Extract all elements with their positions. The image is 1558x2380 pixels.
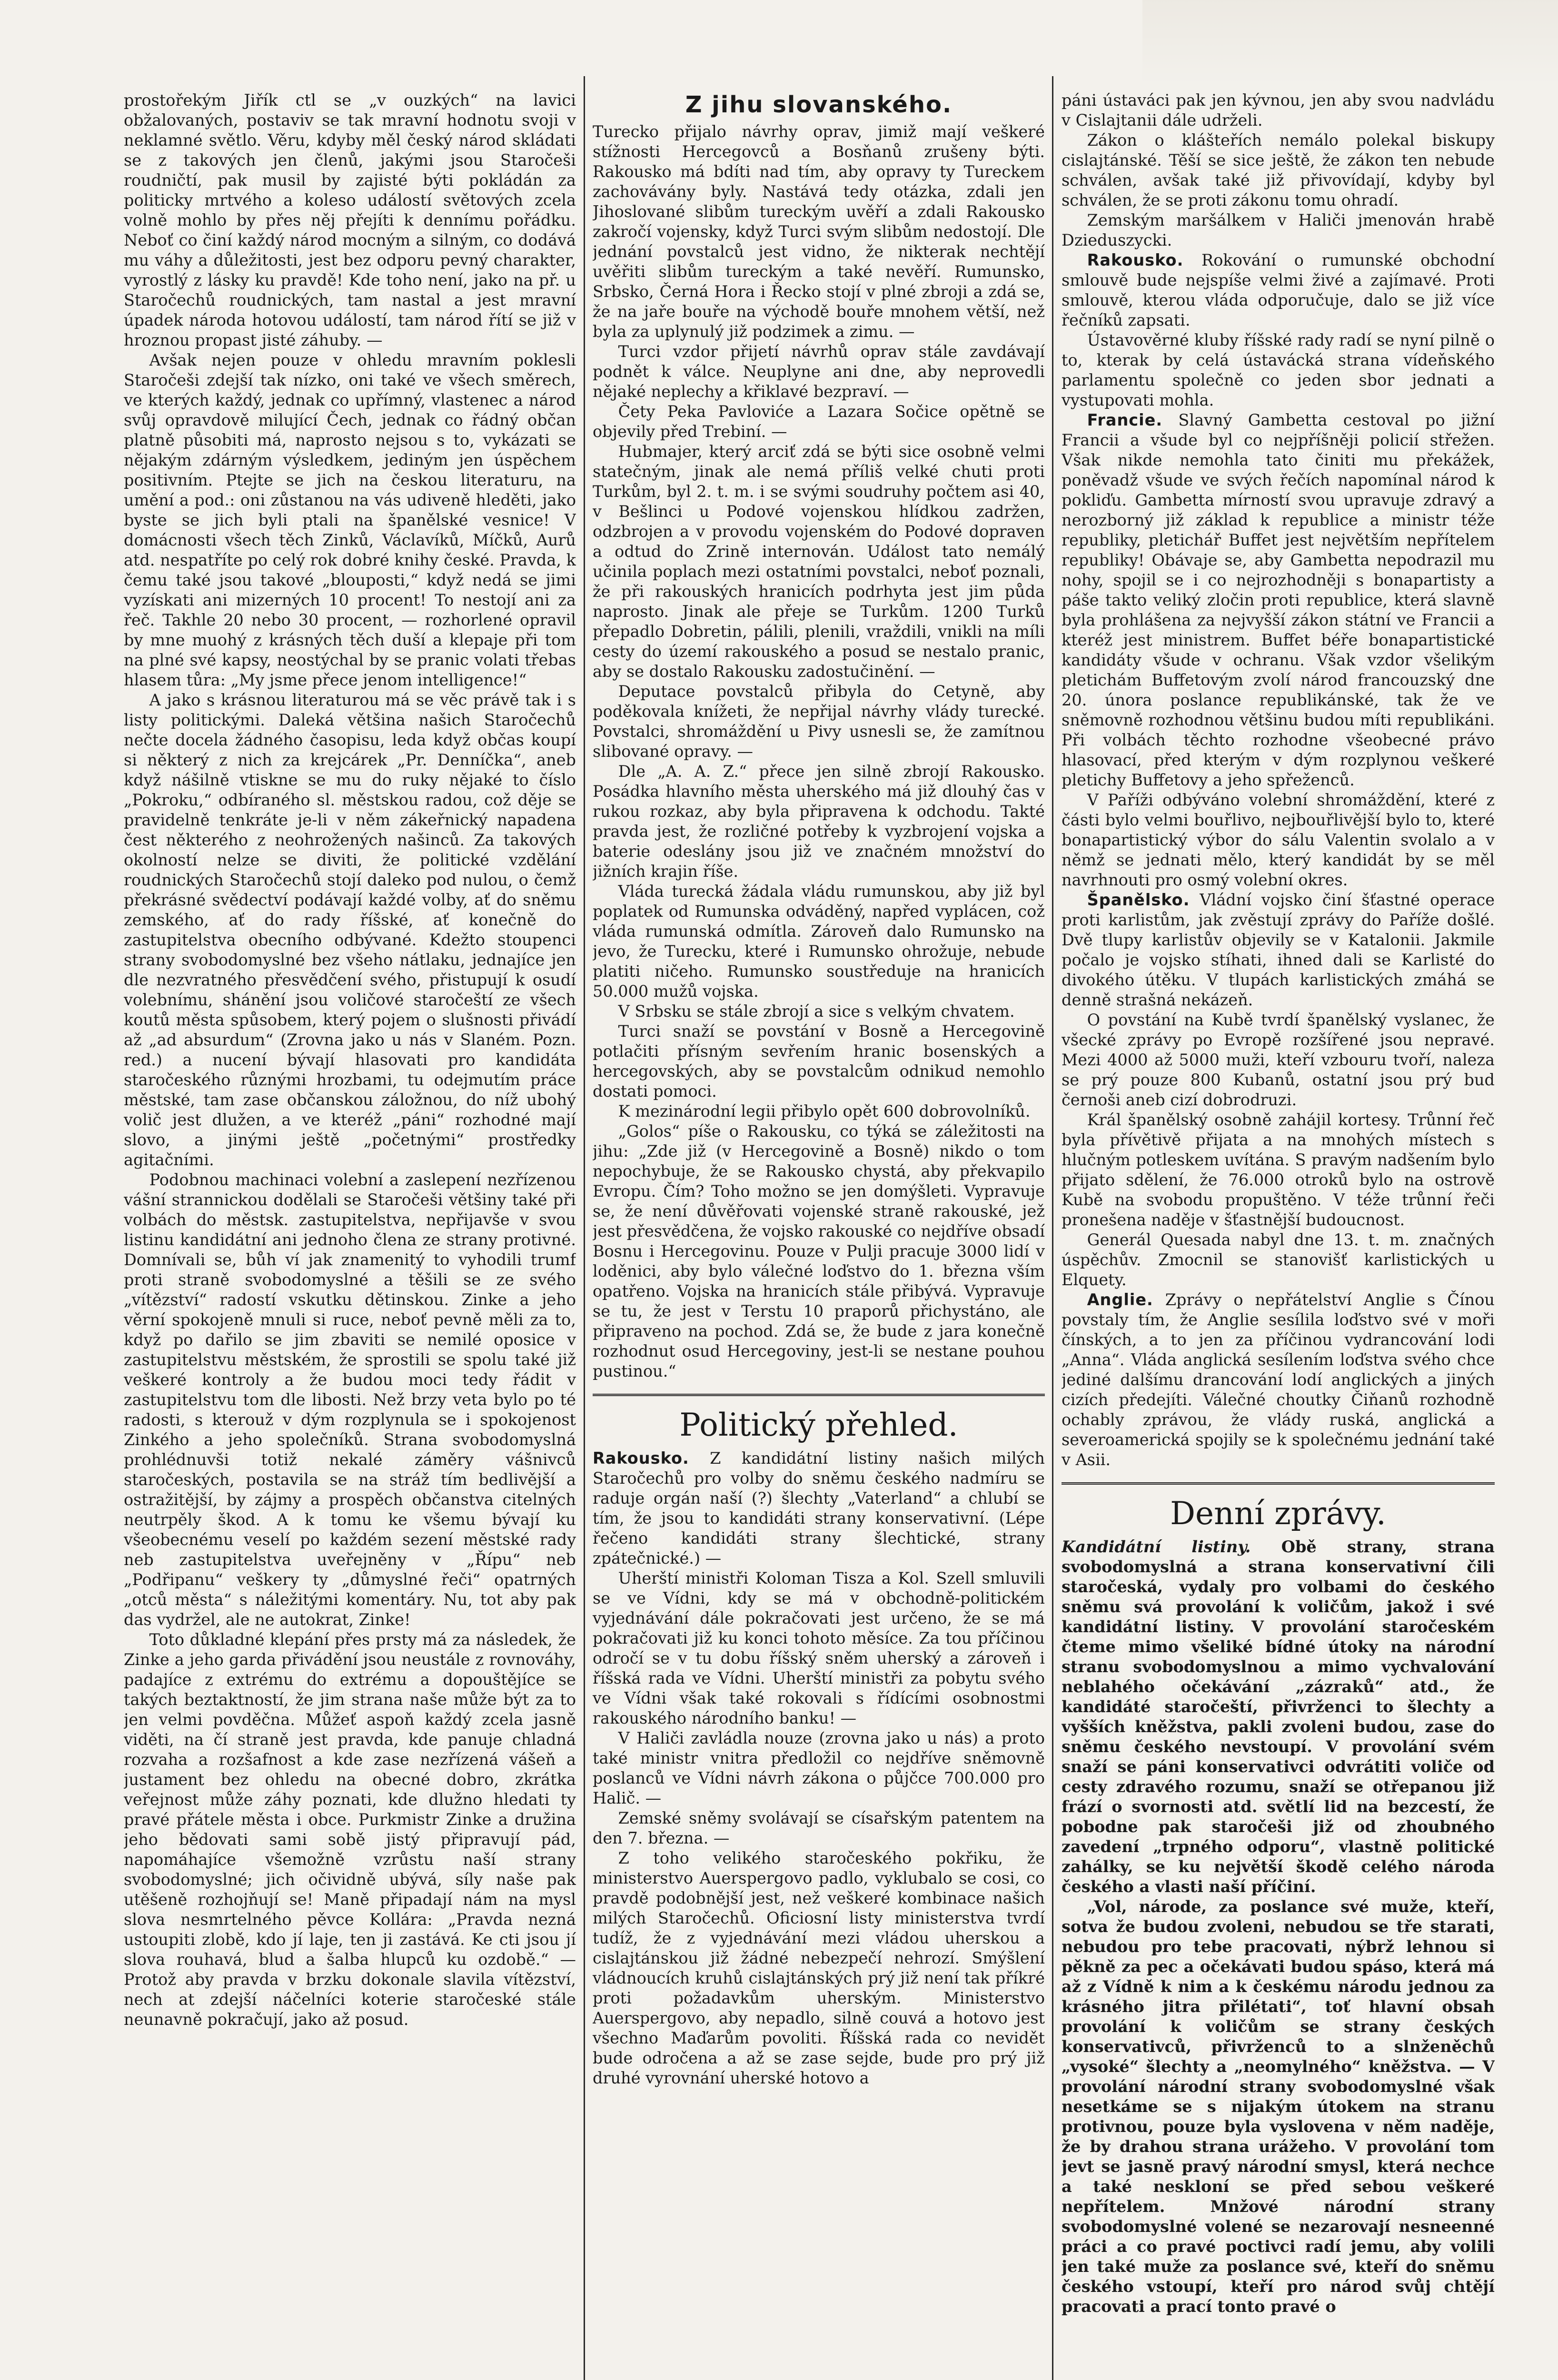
article-paragraph: Turecko přijalo návrhy oprav, jimiž mají veškeré stížnosti Hercegovců a Bosňanů zrušeny býti. Rakousko má bdíti nad tím, aby opravy ty Tureckem zachovávány byly. Nastává tedy otázka, zdali jen Jihoslované slibům tureckým uvěří a zdali Rakousko zakročí vojensky, když Turci svým slibům nedostojí. Dle jednání povstalců jest vidno, že nikterak nechtějí uvěřiti slibům tureckým a také nevěří. Rumunsko, Srbsko, Černá Hora i Řecko stojí v plné zbroji a zdá se, že na jaře bouře na východě bouře mnohem větší, než byla za uplynulý již podzimek a zimu. — xyxy=(593,122,1045,341)
news-text: „Vol, národe, za poslance své muže, kteří, sotva že budou zvoleni, nebudou se tře starati, nebudou pro tebe pracovati, nýbrž lehnou si pěkně za pec a očekávati budou spáso, která má až z Vídně k nim a k českému národu jednou za krásného jitra přilétati“, toť hlavní obsah provolání k voličům se strany českých konservativců, přivrženců to a slnženěchů „vysoké“ šlechty a „neomylného“ kněžstva. — V provolání národní strany svobodomyslné však nesetkáme se s nijakým útokem na stranu protivnou, pouze byla vyslovena v něm naděje, že by drahou strana urážeho. V provolání tom jevt se jasně pravý národní smysl, která nechce a také neskloní se před sebou veškeré nepřítelem. Mnžové národní strany svobodomyslné volené se nezarovají nesneenné práci a co pravé poctivci radí jemu, aby volili jen také muže za poslance své, kteří do sněmu českého vstoupí, kteří pro národ svůj chtějí pracovati a prací tonto pravé o xyxy=(1062,1897,1495,2316)
article-paragraph: Vláda turecká žádala vládu rumunskou, aby již byl poplatek od Rumunska odváděný, napřed vyplácen, což vláda rumunská odmítla. Zároveň dalo Rumunsko na jevo, že Turecku, které i Rumunsko ohrožuje, nebude platiti ničeho. Rumunsko soustředuje na hranicích 50.000 mužů vojska. xyxy=(593,882,1045,1001)
article-paragraph: Podobnou machinaci volební a zaslepení nezřízenou vášní strannickou dodělali se Staročeši většiny také při volbách do městsk. zastupitelstva, nepřijavše v svou listinu kandidátní ani jednoho člena ze strany protivné. Domnívali se, bůh ví jak znamenitý to vyhodili trumf proti straně svobodomyslné a těšili se ze svého „vítězství“ radostí vskutku dětinskou. Zinke a jeho věrní spokojeně mnuli si ruce, neboť pevně měli za to, když po dařilo se jim zbaviti se nemilé oposice v zastupitelstvu městském, že sprostili se spolu také již veškeré kontroly a že budou moci tedy řádit v zastupitelstvu tom dle libosti. Než brzy veta bylo po té radosti, s kterouž v dým rozplynula se i spokojenost Zinkého a jeho společníků. Strana svobodomyslná prohlédnuvši totiž nekalé záměry vášnivců staročeských, postavila se na stráž tím bedlivější a ostražitější, by zájmy a prospěch občanstva citelných neutrpěly škod. A k tomu ke všemu bývají ku všeobecnému veselí po každém sezení městské rady neb zastupitelstva uveřejněny v „Řípu“ neb „Podřipanu“ veškery ty „důmyslné řeči“ opatrných „otců města“ s náležitými komentáry. Nu, tot aby pak das vydržel, ale ne autokrat, Zinke! xyxy=(124,1170,576,1629)
article-paragraph: Zákon o klášteřích nemálo polekal biskupy cislajtánské. Těší se sice ještě, že zákon ten nebude schválen, avšak také již přivovídají, kdyby byl schválen, že se proti zákonu tomu ohradí. xyxy=(1062,131,1495,209)
article-paragraph: A jako s krásnou literaturou má se věc právě tak i s listy politickými. Daleká většina našich Staročechů nečte docela žádného časopisu, leda když občas koupí si některý z nich za krejcárek „Pr. Denníčka“, aneb když nášilně vtiskne se mu do ruky nějaké to číslo „Pokroku,“ odbíraného sl. městskou radou, což děje se pravidelně tenkráte je-li v něm zákeřnický napadena čest některého z neohrožených našinců. Za takových okolností nelze se diviti, že politické vzdělání roudnických Staročechů stojí daleko pod nulou, o čemž překrásné svědectví podávají každé volby, ať do sněmu zemského, ať do rady říšské, ať konečně do zastupitelstva obecního odbývané. Kdežto stoupenci strany svobodomyslné bez všeho nátlaku, jednajíce jen dle nezvratného přesvědčení svého, přistupují k osudí volebnímu, shánění jsou voličové staročeští ze všech koutů města spůsobem, který pojem o slušnosti přivádí až „ad absurdum“ (Zrovna jako u nás v Slaném. Pozn. red.) a nucení bývají hlasovati pro kandidáta staročeského různými hrozbami, tu odejmutím práce městské, tam zase občanskou záložnou, do níž ubohý volič jest dlužen, a ve kteréž „páni“ rozhodné mají slovo, a jinými ještě „početnými“ prostředky agitačními. xyxy=(124,691,576,1169)
news-item xyxy=(1062,1010,1495,1110)
news-text: Slavný Gambetta cestoval po jižní Francii a všude byl co nejpříšněji policií střežen. Však nikde nemohla tato činiti mu překážek, poněvadž všude ve svých řečích napomínal národ k pokliďu. Gambetta mírností svou upravuje zdravý a nerozborný již základ k republice a ministr téže republiky, pletichář Buffet jest největším nepřítelem republiky! Obávaje se, aby Gambetta nepodrazil mu nohy, spojil se i co nejrozhodněji s bonapartisty a páše takto veliký zločin proti republice, která slavně byla prohlášena za nejvyšší zákon státní ve Francii a kteréž jest ministrem. Buffet béře bonapartistické kandidáty všude v ochranu. Však vzdor všelikým pletichám Buffetovým zvolí národ francouzský dne 20. února poslance republikánské, tak že ve sněmovně rozhodnou většinu budou míti republikáni. Při volbách těchto rozhodne všeobecné právo hlasovací, před kterým v dým rozplynou veškeré pletichy Buffetovy a jeho spřeženců. xyxy=(1062,411,1495,789)
news-text: V Paříži odbýváno volební shromáždění, které z části bylo velmi bouřlivo, nejbouřlivější bylo to, které bonapartistický výbor do sálu Valentin svolalo a v němž se jednati mělo, který kandidát by se měl navrhnouti pro osmý volební okres. xyxy=(1062,791,1495,889)
article-paragraph: Turci vzdor přijetí návrhů oprav stále zavdávají podnět k válce. Neuplyne ani dne, aby neprovedli nějaké neplechy a křiklavé bezpraví. — xyxy=(593,342,1045,401)
news-item xyxy=(1062,1110,1495,1230)
news-item xyxy=(593,1808,1045,1848)
news-text: Uherští ministři Koloman Tisza a Kol. Szell smluvili se ve Vídni, kdy se má v obchodně-politickém vyjednávání dále pokračovati jest určeno, že se má pokračovati již ku konci tohoto měsíce. Za tou příčinou odročí se v tu dobu říšský sněm uherský a zároveň i říšská rada ve Vídni. Uherští ministři za pobytu svého ve Vídni však také rokovali s řídícími osobnostmi rakouského národního banku! — xyxy=(593,1569,1045,1727)
country-label: Rakousko. xyxy=(593,1449,689,1468)
column-2 xyxy=(593,90,1045,2380)
article-paragraph: V Srbsku se stále zbrojí a sice s velkým chvatem. xyxy=(618,1002,1015,1021)
paper-stain xyxy=(1142,0,1558,86)
news-text: Z toho velikého staročeského pokřiku, že ministerstvo Auerspergovo padlo, vyklubalo se cosi, co pravdě podobnější jest, než veškeré kombinace našich milých Staročechů. Oficiosní listy ministerstva tvrdí tudíž, že z vyjednávání mezi vládou uherskou a cislajtánskou již žádné nebezpečí nehrozí. Smýšlení vládnoucích kruhů cislajtánských prý již není tak příkré proti požadavkům uherským. Ministerstvo Auerspergovo, aby nepadlo, silně couvá a hotovo jest všechno Maďarům povoliti. Říšská rada co nevidět bude odročena a až se zase sejde, bude pro prý již druhé vyrovnání uherské hotovo a xyxy=(593,1849,1045,2087)
news-item xyxy=(1062,1290,1495,1470)
news-text: Obě strany, strana svobodomyslná a strana konservativní čili staročeská, vydaly pro volbami do českého sněmu svá provolání k voličům, jakož i své kandidátní listiny. V provolání staročeském čteme mimo všeliké bídné útoky na národní stranu svobodomyslnou a mimo vychvalování neblahého očekávání „zázraků“ atd., že kandidáté staročeští, přivrženci to šlechty a vyšších kněžstva, pakli zvoleni budou, zase do sněmu českého nevstoupí. V provolání svém snaží se páni konservativci odvrátiti voliče od cesty zdravého rozumu, snaží se otřepanou již frází o svornosti atd. světlí lid na bezcestí, že pobodne pak staročeši již od zhoubného zavedení „trpného odporu“, vlastně politické zahálky, se ku největší škodě celého národa českého a vlasti naší příčiní. xyxy=(1062,1537,1495,1896)
news-text: Ústavověrné kluby říšské rady radí se nyní pilně o to, kterak by celá ústavácká strana vídeňského parlamentu společně co jeden sbor jednati a vystupovati mohla. xyxy=(1062,331,1495,409)
news-text: Zemské sněmy svolávají se císařským patentem na den 7. března. — xyxy=(593,1809,1045,1847)
article-paragraph: Deputace povstalců přibyla do Cetyně, aby poděkovala knížeti, že nepřijal návrhy vlády turecké. Povstalci, shromáždění u Pivy usnesli se, že zamítnou slibované opravy. — xyxy=(593,682,1045,761)
news-text: Rokování o rumunské obchodní smlouvě bude nejspíše velmi živé a zajímavé. Proti smlouvě, kterou vláda odporučuje, dalo se již více řečníků zapsati. xyxy=(1062,251,1495,329)
column-3 xyxy=(1062,90,1495,2380)
news-item xyxy=(593,1848,1045,2088)
article-paragraph: Hubmajer, který arciť zdá se býti sice osobně velmi statečným, jinak ale nemá příliš velké chuti proti Turkům, byl 2. t. m. i se svými soudruhy počtem asi 40, v Bešlinci u Podové vojenskou hlídkou zadržen, odzbrojen a v provodu vojenském do Podové dopraven a odtud do Zrině internován. Událost tato nemálý učinila poplach mezi ostatními povstalci, neboť poznali, že při rakouských hranicích podrhyta jest jim půda naprosto. Jinak ale přeje se Turkům. 1200 Turků přepadlo Dobretin, pálili, plenili, vraždili, vnikli na míli cesty do území rakouského a posud se nestalo pranic, aby se dostalo Rakousku zadostučinění. — xyxy=(593,442,1045,681)
news-text: Král španělský osobně zahájil kortesy. Trůnní řeč byla přívětivě přijata a na mnohých místech s hlučným potleskem uvítána. S pravým nadšením bylo přijato sdělení, že 76.000 otroků bylo na ostrově Kubě na svobodu propuštěno. V téže trůnní řeči pronešena naděje v šťastnější budoucnost. xyxy=(1062,1111,1495,1229)
news-item xyxy=(1062,1230,1495,1290)
section-title-denni: Denní zprávy. xyxy=(1170,1495,1386,1532)
news-text: Vládní vojsko činí šťastné operace proti karlistům, jak zvěstují zprávy do Paříže došlé. Dvě tlupy karlistův objevily se v Katalonii. Jakmile počalo je vojsko stíhati, ihned dali se Karlisté do divokého útěku. V tlupách karlistických zmáhá se denně strašná nekázeň. xyxy=(1062,891,1495,1009)
news-item xyxy=(593,1728,1045,1808)
news-item xyxy=(593,1568,1045,1728)
news-item xyxy=(1062,890,1495,1010)
item-label: Kandidátní listiny. xyxy=(1062,1537,1251,1556)
news-text: O povstání na Kubě tvrdí španělský vyslanec, že všecké zprávy po Evropě rozšířené jsou nepravé. Mezi 4000 až 5000 muži, kteří vzbouru tvoří, naleza se prý pouze 800 Kubanů, ostatní jsou prý bud černoši aneb cizí dobrodruzi. xyxy=(1062,1011,1495,1109)
news-item xyxy=(1062,790,1495,890)
news-text: Generál Quesada nabyl dne 13. t. m. značných úspěchův. Zmocnil se stanovišť karlistických u Elquety. xyxy=(1062,1230,1495,1289)
article-paragraph: Toto důkladné klepání přes prsty má za následek, že Zinke a jeho garda přivádění jsou neustále z rovnováhy, padajíce z extrému do extrému a dopouštějíce se takých beztaktností, že jim strana naše může být za to jen velmi povděčna. Můžeť aspoň každý zcela jasně viděti, na čí straně jest pravda, kde panuje chladná rozvaha a rozšafnost a kde zase nezřízená vášeň a justament bez ohledu na obecné dobro, zkrátka veřejnost může záhy poznati, kde dlužno hledati ty pravé přátele města i obce. Purkmistr Zinke a družina jeho bědovati sami sobě jistý připravují pád, napomáhajíce všemožně vzrůstu naší strany svobodomyslné; jich očividně ubývá, síly naše pak utěšeně rozhojňují se! Maně připadají nám na mysl slova nesmrtelného pěvce Kollára: „Pravda nezná ustoupiti zlobě, kdo jí laje, ten ji zastává. Ke cti jsou jí slova rouhavá, blud a šalba hlupců ku ozdobě.“ — Protož aby pravda v brzku dokonale slavila vítězství, nech at zdejší náčelníci koterie staročeské stále neunavně pokračují, jako až posud. xyxy=(124,1630,576,2029)
news-item xyxy=(1062,1537,1495,1897)
news-text: Z kandidátní listiny našich milých Staročechů pro volby do sněmu českého nadmíru se raduje orgán naší (?) šlechty „Vaterland“ a chlubí se tím, že jsou to kandidáti strany konservativní. (Lépe řečeno kandidáti strany šlechtické, strany zpátečnické.) — xyxy=(593,1449,1045,1567)
news-item xyxy=(593,1448,1045,1568)
section-divider xyxy=(1062,1482,1495,1485)
article-paragraph: „Golos“ píše o Rakousku, co týká se záležitosti na jihu: „Zde již (v Hercegovině a Bosně) nikdo o tom nepochybuje, že se Rakousko chystá, aby překvapilo Evropu. Čím? Toho možno se jen domýšleti. Vypravuje se, že není důvěřovati vojenské straně rakouské, jež jest přesvědčena, že vojsko rakouské co nejdříve obsadí Bosnu i Hercegovinu. Pouze v Pulji pracuje 3000 lidí v loděnici, aby bylo válečné loďstvo do 1. března vším opatřeno. Vojska na hranicích stále přibývá. Vypravuje se tu, že jest v Terstu 10 praporů přichystáno, ale připraveno na pochod. Zdá se, že bude z jara konečně rozhodnut osud Hercegoviny, jest-li se nestane pouhou pustinou.“ xyxy=(593,1122,1045,1380)
news-item xyxy=(1062,1897,1495,2317)
article-paragraph: prostořekým Jiřík ctl se „v ouzkých“ na lavici obžalovaných, postaviv se tak mravní hodnotu svoji v neklamné světlo. Věru, kdyby měl český národ skládati se z takových jen členů, jakými jsou Staročeši roudničtí, pak musil by zajisté býti pokládán za politicky mrtvého a koleso událostí světových zcela volně mohlo by přes něj přejíti k dennímu pořádku. Neboť co činí každý národ mocným a silným, co dodává mu váhy a důležitosti, jest bez odporu pevný charakter, vyrostlý z lásky ku pravdě! Kde toho není, jako na př. u Staročechů roudnických, tam nastal a jest mravní úpadek národa hotovou událostí, tam národ řítí se již v hroznou propast jisté záhuby. — xyxy=(124,91,576,349)
news-item xyxy=(1062,410,1495,790)
section-title-prehled: Politický přehled. xyxy=(679,1407,958,1443)
news-item xyxy=(1062,250,1495,330)
country-label: Španělsko. xyxy=(1087,891,1190,909)
column-rule xyxy=(584,76,585,2380)
news-item xyxy=(1062,330,1495,410)
country-label: Rakousko. xyxy=(1087,251,1184,269)
article-paragraph: Dle „A. A. Z.“ přece jen silně zbrojí Rakousko. Posádka hlavního města uherského má již dlouhý čas v rukou rozkaz, aby byla připravena k odchodu. Takté pravda jest, že rozličné potřeby k vyzbrojení vojska a baterie odeslány jsou již ve značném množství do jižních krajin říše. xyxy=(593,762,1045,881)
article-paragraph: Avšak nejen pouze v ohledu mravním poklesli Staročeši zdejší tak nízko, oni také ve všech směrech, ve kterých každý, jednak co upřímný, vlastenec a národ svůj opravdově milující Čech, jednak co řádný občan platně působiti má, naprosto nejsou s to, vykázati se nějakým zdárným výsledkem, jediným jen úspěchem positivním. Ptejte se jich na českou literaturu, na umění a pod.: oni zůstanou na vás udiveně hleděti, jako byste se jich byli ptali na španělské vesnice! V domácnosti všech těch Zinků, Václavíků, Míčků, Aurů atd. nespatříte po celý rok dobré knihy české. Pravda, k čemu také jsou takové „blouposti,“ když nedá se jimi vyzískati ani mizerných 10 procent! To nestojí ani za řeč. Takhle 20 nebo 30 procent, — rozhorlené opravil by mne muohý z krásných těch duší a klepaje při tom na plné své kapsy, neostýchal by se pranic volati třebas hlasem tůra: „My jsme přece jenom intelligence!“ xyxy=(124,351,576,689)
column-rule xyxy=(1052,76,1053,2380)
article-paragraph: Zemským maršálkem v Haliči jmenován hrabě Dzieduszycki. xyxy=(1062,211,1495,249)
article-paragraph: Čety Peka Pavloviće a Lazara Sočice opětně se objevily před Trebiní. — xyxy=(593,402,1045,441)
news-text: V Haliči zavládla nouze (zrovna jako u nás) a proto také ministr vnitra předložil co nejdříve sněmovně poslanců ve Vídni návrh zákona o půjčce 700.000 pro Halič. — xyxy=(593,1729,1045,1807)
article-paragraph: K mezinárodní legii přibylo opět 600 dobrovolníků. xyxy=(618,1102,1031,1121)
country-label: Francie. xyxy=(1087,411,1163,429)
section-title-jih: Z jihu slovanského. xyxy=(685,91,953,118)
news-text: Zprávy o nepřátelství Anglie s Čínou povstaly tím, že Anglie sesílila loďstvo své v moři čínských, a to jen za příčinou vydrancování lodi „Anna“. Vláda anglická sesílením loďstva svého chce jediné dalšímu drancování lodí anglických a jiných cizích předejíti. Válečné choutky Čiňanů rozhodně ochably zprávou, že vlády ruská, anglická a severoamerická spojily se k společnému jednání také v Asii. xyxy=(1062,1290,1495,1469)
article-paragraph: páni ústaváci pak jen kývnou, jen aby svou nadvládu v Cislajtanii dále udrželi. xyxy=(1062,91,1495,129)
section-divider xyxy=(593,1394,1045,1396)
column-1 xyxy=(124,90,576,2380)
country-label: Anglie. xyxy=(1087,1290,1153,1309)
article-paragraph: Turci snaží se povstání v Bosně a Hercegovině potlačiti přísným sevřením hranic bosenských a hercegovských, aby se povstalcům odnikud nemohlo dostati pomoci. xyxy=(593,1022,1045,1101)
